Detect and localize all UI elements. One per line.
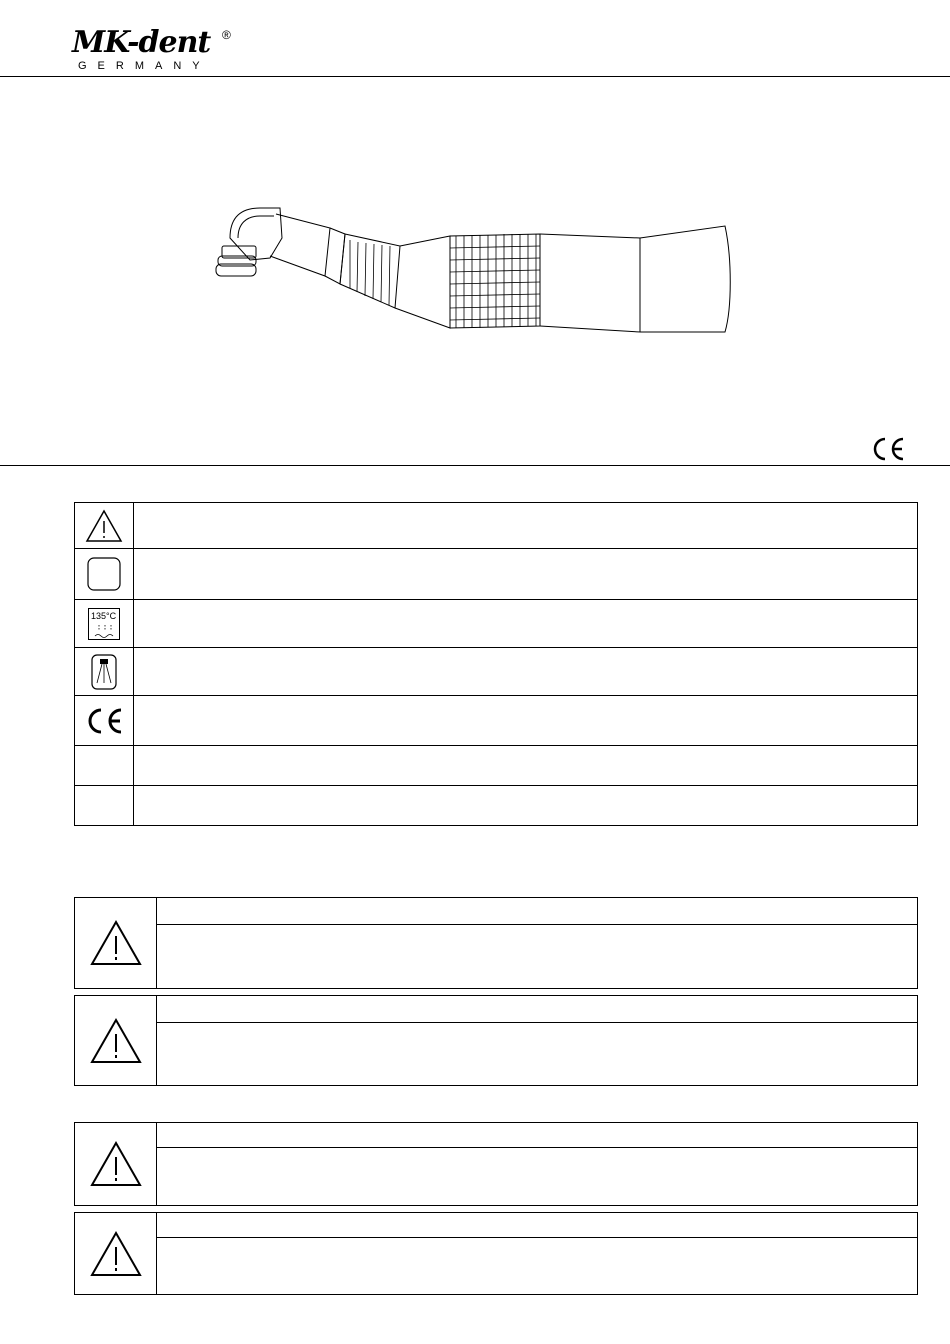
warning-box [74, 1122, 918, 1206]
symbol-row [75, 549, 917, 600]
warning-triangle-icon [75, 996, 157, 1085]
brand-name: MK-dent [72, 25, 211, 60]
ce-icon [75, 696, 134, 745]
spray-icon [75, 648, 134, 695]
symbol-table [74, 502, 918, 826]
warning-box [74, 995, 918, 1086]
symbol-row [75, 746, 917, 786]
symbol-row [75, 696, 917, 746]
warning-box [74, 1212, 918, 1295]
symbol-row [75, 648, 917, 696]
handpiece-illustration [210, 198, 740, 338]
rounded-square-icon [75, 549, 134, 599]
page-header [0, 0, 950, 77]
warning-triangle-icon [75, 898, 157, 988]
brand-logo [72, 26, 242, 76]
warning-box [74, 897, 918, 989]
header-rule [0, 76, 950, 77]
symbol-row [75, 503, 917, 549]
warning-triangle-icon [75, 1213, 157, 1294]
registered-mark: ® [222, 28, 231, 42]
warning-triangle-icon [75, 503, 134, 548]
sterilize-temp-label: 135°C [91, 610, 117, 621]
symbol-row [75, 600, 917, 648]
sterilize-135-icon [75, 600, 134, 647]
ce-mark [870, 436, 906, 462]
warning-triangle-icon [75, 1123, 157, 1205]
brand-subtitle: GERMANY [78, 60, 211, 72]
section-rule [0, 465, 950, 466]
symbol-row [75, 786, 917, 825]
